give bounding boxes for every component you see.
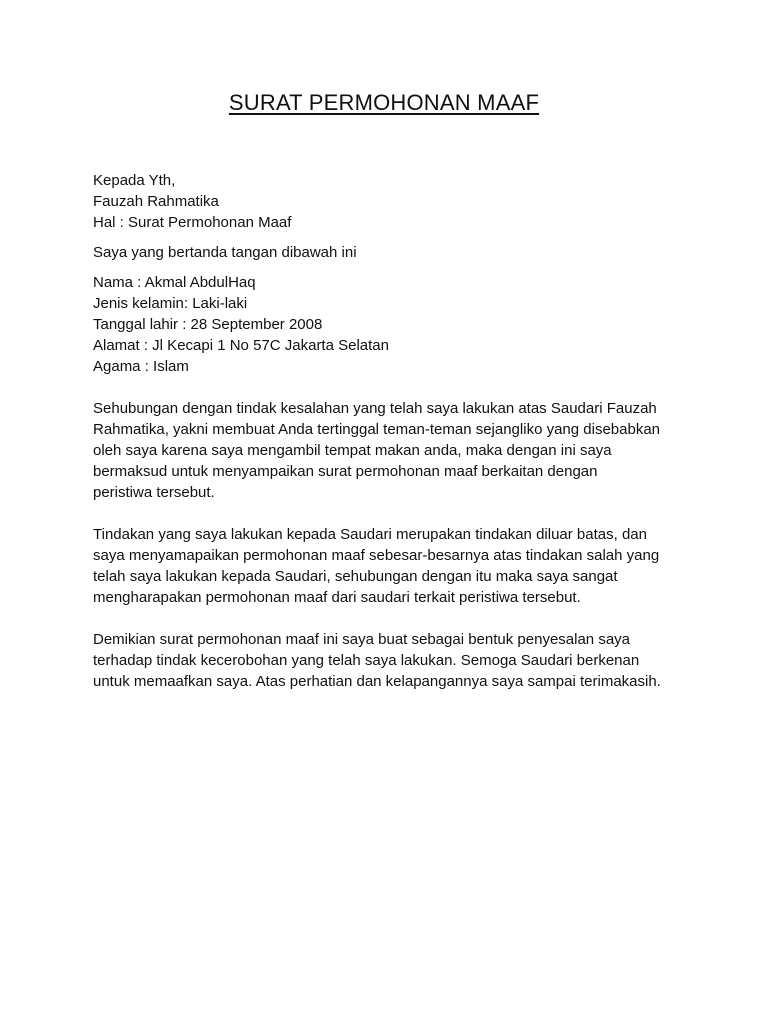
- addressee-line: Fauzah Rahmatika: [93, 193, 219, 210]
- paragraph-line: mengharapakan permohonan maaf dari saudari terkait peristiwa tersebut.: [93, 589, 581, 606]
- letter-title: SURAT PERMOHONAN MAAF: [228, 90, 540, 115]
- identity-religion: Agama : Islam: [93, 358, 189, 375]
- paragraph-line: saya menyamapaikan permohonan maaf sebesar-besarnya atas tindakan salah yang: [93, 547, 660, 564]
- paragraph-1: [93, 398, 693, 503]
- paragraph-3: [93, 629, 693, 692]
- paragraph-2: [93, 524, 693, 608]
- letter-body: [93, 170, 693, 692]
- paragraph-line: Rahmatika, yakni membuat Anda tertinggal teman-teman sejangliko yang disebabkan: [93, 421, 660, 438]
- paragraph-line: bermaksud untuk menyampaikan surat permohonan maaf berkaitan dengan: [93, 463, 598, 480]
- intro-block: [93, 242, 693, 263]
- addressee-line: Hal : Surat Permohonan Maaf: [93, 214, 292, 231]
- identity-address: Alamat : Jl Kecapi 1 No 57C Jakarta Selatan: [93, 337, 389, 354]
- paragraph-line: oleh saya karena saya mengambil tempat makan anda, maka dengan ini saya: [93, 442, 612, 459]
- paragraph-line: Sehubungan dengan tindak kesalahan yang telah saya lakukan atas Saudari Fauzah: [93, 400, 657, 417]
- identity-birthdate: Tanggal lahir : 28 September 2008: [93, 316, 323, 333]
- paragraph-line: peristiwa tersebut.: [93, 484, 215, 501]
- identity-name: Nama : Akmal AbdulHaq: [93, 274, 256, 291]
- paragraph-line: telah saya lakukan kepada Saudari, sehubungan dengan itu maka saya sangat: [93, 568, 618, 585]
- paragraph-line: Demikian surat permohonan maaf ini saya buat sebagai bentuk penyesalan saya: [93, 631, 630, 648]
- addressee-line: Kepada Yth,: [93, 172, 176, 189]
- identity-block: [93, 272, 693, 377]
- paragraph-line: Tindakan yang saya lakukan kepada Saudari merupakan tindakan diluar batas, dan: [93, 526, 647, 543]
- intro-line: Saya yang bertanda tangan dibawah ini: [93, 244, 357, 261]
- addressee-block: [93, 170, 693, 233]
- paragraph-line: terhadap tindak kecerobohan yang telah saya lakukan. Semoga Saudari berkenan: [93, 652, 640, 669]
- paragraph-line: untuk memaafkan saya. Atas perhatian dan kelapangannya saya sampai terimakasih.: [93, 673, 661, 690]
- identity-gender: Jenis kelamin: Laki-laki: [93, 295, 248, 312]
